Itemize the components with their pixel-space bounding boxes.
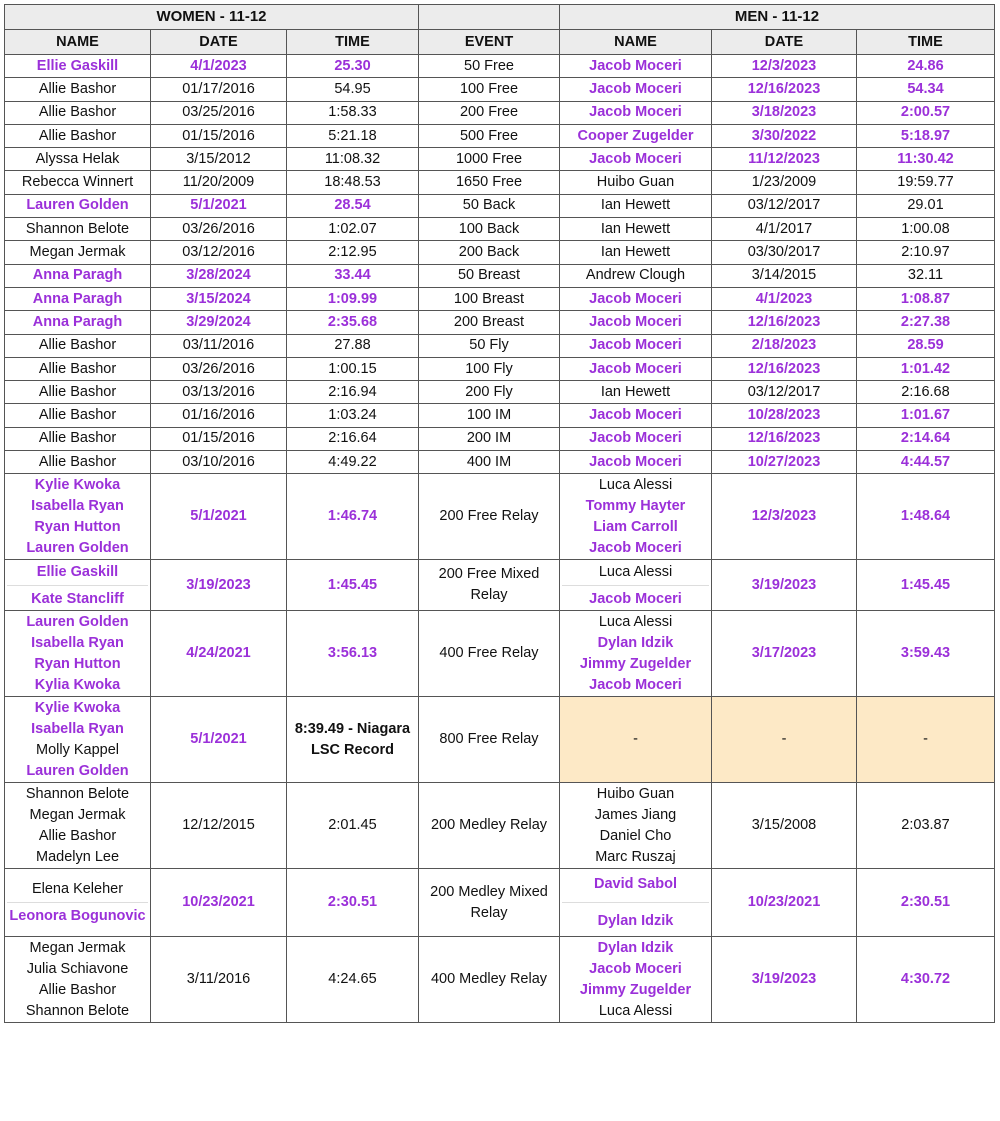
men-relay-time: 3:59.43: [857, 611, 995, 697]
men-relay-date: -: [712, 697, 857, 783]
relay-swimmer: Marc Ruszaj: [595, 848, 676, 865]
relay-swimmer: Allie Bashor: [38, 981, 117, 998]
men-time: 24.86: [857, 55, 995, 78]
men-relay-names: [560, 474, 712, 560]
women-relay-time: 2:01.45: [287, 783, 419, 869]
men-name: Huibo Guan: [560, 171, 712, 194]
relay-swimmer: Isabella Ryan: [31, 497, 124, 514]
women-relay-names: [5, 560, 151, 611]
relay-swimmer: Dylan Idzik: [597, 634, 674, 651]
women-relay-date: 3/11/2016: [151, 937, 287, 1023]
men-time: 19:59.77: [857, 171, 995, 194]
cell-divider: [7, 902, 148, 903]
women-time: 11:08.32: [287, 148, 419, 171]
event-name: 100 Fly: [419, 357, 560, 380]
event-row: [5, 404, 995, 427]
women-relay-names: [5, 474, 151, 560]
women-relay-time: 1:45.45: [287, 560, 419, 611]
event-name: 500 Free: [419, 124, 560, 147]
event-name: 1650 Free: [419, 171, 560, 194]
relay-swimmer: Shannon Belote: [25, 1002, 130, 1019]
event-row: [5, 78, 995, 101]
women-name: Megan Jermak: [5, 241, 151, 264]
men-group-header: MEN - 11-12: [560, 5, 995, 30]
relay-swimmer: Luca Alessi: [598, 563, 673, 580]
men-name: Jacob Moceri: [560, 148, 712, 171]
men-time: 2:10.97: [857, 241, 995, 264]
men-date: 1/23/2009: [712, 171, 857, 194]
women-time: 2:16.94: [287, 381, 419, 404]
men-relay-date: 10/23/2021: [712, 869, 857, 937]
women-date: 03/12/2016: [151, 241, 287, 264]
cell-divider: [7, 585, 148, 586]
event-name: 50 Breast: [419, 264, 560, 287]
women-name-header: NAME: [5, 30, 151, 55]
relay-swimmer: Leonora Bogunovic: [9, 908, 146, 925]
relay-rows: [5, 474, 995, 1023]
women-group-header: WOMEN - 11-12: [5, 5, 419, 30]
relay-swimmer: Ellie Gaskill: [36, 563, 119, 580]
men-name: Cooper Zugelder: [560, 124, 712, 147]
men-relay-names: [560, 937, 712, 1023]
women-time: 4:49.22: [287, 451, 419, 474]
event-name: 100 Free: [419, 78, 560, 101]
men-time: 1:01.67: [857, 404, 995, 427]
event-row: [5, 334, 995, 357]
event-name: 200 Back: [419, 241, 560, 264]
men-date: 4/1/2023: [712, 287, 857, 310]
men-name: Andrew Clough: [560, 264, 712, 287]
men-date: 03/12/2017: [712, 381, 857, 404]
men-relay-names: -: [560, 697, 712, 783]
men-name: Jacob Moceri: [560, 404, 712, 427]
men-relay-names: [560, 560, 712, 611]
women-relay-date: 10/23/2021: [151, 869, 287, 937]
relay-swimmer: Daniel Cho: [599, 827, 672, 844]
men-time: 54.34: [857, 78, 995, 101]
relay-swimmer: Ryan Hutton: [34, 655, 121, 672]
women-date: 5/1/2021: [151, 194, 287, 217]
men-relay-date: 3/15/2008: [712, 783, 857, 869]
relay-swimmer: Lauren Golden: [26, 539, 129, 556]
women-name: Shannon Belote: [5, 218, 151, 241]
women-name: Lauren Golden: [5, 194, 151, 217]
event-row: [5, 101, 995, 124]
event-row: [5, 124, 995, 147]
men-date: 2/18/2023: [712, 334, 857, 357]
women-name: Anna Paragh: [5, 287, 151, 310]
event-row: [5, 148, 995, 171]
women-relay-names: [5, 611, 151, 697]
men-relay-names: [560, 611, 712, 697]
women-time: 2:16.64: [287, 427, 419, 450]
relay-swimmer: Luca Alessi: [598, 613, 673, 630]
event-row: [5, 241, 995, 264]
men-time: 1:08.87: [857, 287, 995, 310]
event-name: 400 IM: [419, 451, 560, 474]
women-date: 03/26/2016: [151, 218, 287, 241]
women-name: Allie Bashor: [5, 334, 151, 357]
women-date: 3/15/2012: [151, 148, 287, 171]
women-time: 54.95: [287, 78, 419, 101]
relay-swimmer: Jimmy Zugelder: [579, 981, 692, 998]
women-name: Allie Bashor: [5, 427, 151, 450]
men-name: Jacob Moceri: [560, 311, 712, 334]
women-name: Allie Bashor: [5, 124, 151, 147]
relay-swimmer: Jacob Moceri: [589, 539, 682, 556]
women-relay-date: 3/19/2023: [151, 560, 287, 611]
event-row: [5, 55, 995, 78]
relay-swimmer: Jacob Moceri: [589, 960, 682, 977]
women-name: Allie Bashor: [5, 404, 151, 427]
women-relay-time: 1:46.74: [287, 474, 419, 560]
men-date: 3/30/2022: [712, 124, 857, 147]
event-name: 50 Back: [419, 194, 560, 217]
men-time: 28.59: [857, 334, 995, 357]
cell-divider: [562, 585, 709, 586]
women-date: 01/15/2016: [151, 124, 287, 147]
men-date: 03/30/2017: [712, 241, 857, 264]
relay-row-400-free: [5, 611, 995, 697]
relay-swimmer: David Sabol: [594, 876, 677, 893]
women-date-header: DATE: [151, 30, 287, 55]
men-date: 10/28/2023: [712, 404, 857, 427]
men-time: 29.01: [857, 194, 995, 217]
women-time: 27.88: [287, 334, 419, 357]
men-time: 2:00.57: [857, 101, 995, 124]
women-relay-time: 2:30.51: [287, 869, 419, 937]
women-relay-names: [5, 937, 151, 1023]
women-date: 01/16/2016: [151, 404, 287, 427]
men-name-header: NAME: [560, 30, 712, 55]
event-name: 200 Fly: [419, 381, 560, 404]
event-name: 50 Free: [419, 55, 560, 78]
event-row: [5, 451, 995, 474]
relay-event: 200 Medley Relay: [419, 783, 560, 869]
women-time: 1:09.99: [287, 287, 419, 310]
men-name: Jacob Moceri: [560, 78, 712, 101]
relay-event: 200 Free Mixed Relay: [419, 560, 560, 611]
relay-event: 200 Medley Mixed Relay: [419, 869, 560, 937]
women-date: 3/29/2024: [151, 311, 287, 334]
men-time: 32.11: [857, 264, 995, 287]
group-header-row: [5, 5, 995, 30]
women-date: 3/15/2024: [151, 287, 287, 310]
relay-event: 800 Free Relay: [419, 697, 560, 783]
women-time: 2:12.95: [287, 241, 419, 264]
cell-divider: [562, 902, 709, 903]
event-name: 100 IM: [419, 404, 560, 427]
event-name: 1000 Free: [419, 148, 560, 171]
relay-event: 400 Medley Relay: [419, 937, 560, 1023]
event-row: [5, 427, 995, 450]
women-relay-names: [5, 869, 151, 937]
men-name: Jacob Moceri: [560, 451, 712, 474]
event-row: [5, 171, 995, 194]
men-date: 10/27/2023: [712, 451, 857, 474]
relay-swimmer: James Jiang: [594, 806, 677, 823]
women-time: 1:00.15: [287, 357, 419, 380]
women-relay-time: 3:56.13: [287, 611, 419, 697]
relay-swimmer: Liam Carroll: [593, 518, 678, 535]
relay-swimmer: Isabella Ryan: [31, 720, 124, 737]
women-time: 28.54: [287, 194, 419, 217]
event-row: [5, 311, 995, 334]
relay-swimmer: Jimmy Zugelder: [579, 655, 692, 672]
relay-row-400-medley: [5, 937, 995, 1023]
men-date: 3/18/2023: [712, 101, 857, 124]
women-time: 25.30: [287, 55, 419, 78]
women-date: 03/26/2016: [151, 357, 287, 380]
relay-swimmer: Megan Jermak: [29, 939, 126, 956]
women-date: 03/13/2016: [151, 381, 287, 404]
women-date: 01/17/2016: [151, 78, 287, 101]
event-name: 100 Back: [419, 218, 560, 241]
women-name: Allie Bashor: [5, 101, 151, 124]
relay-swimmer: Kylie Kwoka: [34, 699, 121, 716]
women-relay-date: 4/24/2021: [151, 611, 287, 697]
relay-swimmer: Lauren Golden: [26, 762, 129, 779]
men-date: 12/16/2023: [712, 311, 857, 334]
women-name: Ellie Gaskill: [5, 55, 151, 78]
relay-event: 200 Free Relay: [419, 474, 560, 560]
relay-swimmer: Lauren Golden: [26, 613, 129, 630]
men-time: 5:18.97: [857, 124, 995, 147]
men-date: 3/14/2015: [712, 264, 857, 287]
records-table: [4, 4, 995, 1023]
event-name: 200 Breast: [419, 311, 560, 334]
relay-swimmer: Dylan Idzik: [597, 939, 674, 956]
men-name: Jacob Moceri: [560, 55, 712, 78]
relay-swimmer: Jacob Moceri: [589, 676, 682, 693]
event-name: 100 Breast: [419, 287, 560, 310]
men-date: 12/3/2023: [712, 55, 857, 78]
relay-swimmer: Shannon Belote: [25, 785, 130, 802]
men-relay-time: 2:03.87: [857, 783, 995, 869]
event-name: 200 Free: [419, 101, 560, 124]
women-name: Alyssa Helak: [5, 148, 151, 171]
women-relay-date: 12/12/2015: [151, 783, 287, 869]
women-date: 4/1/2023: [151, 55, 287, 78]
men-time: 2:14.64: [857, 427, 995, 450]
relay-row-200-medley-mixed: [5, 869, 995, 937]
relay-swimmer: Luca Alessi: [598, 1002, 673, 1019]
women-relay-names: [5, 697, 151, 783]
relay-row-800-free: [5, 697, 995, 783]
women-relay-date: 5/1/2021: [151, 474, 287, 560]
women-date: 03/25/2016: [151, 101, 287, 124]
men-date: 12/16/2023: [712, 357, 857, 380]
relay-event: 400 Free Relay: [419, 611, 560, 697]
men-time: 11:30.42: [857, 148, 995, 171]
men-relay-date: 3/19/2023: [712, 937, 857, 1023]
men-relay-names: [560, 869, 712, 937]
men-time: 2:16.68: [857, 381, 995, 404]
event-row: [5, 218, 995, 241]
relay-swimmer: Dylan Idzik: [597, 913, 674, 930]
relay-swimmer: Huibo Guan: [596, 785, 675, 802]
women-name: Allie Bashor: [5, 78, 151, 101]
relay-row-200-free-mixed: [5, 560, 995, 611]
men-relay-time: -: [857, 697, 995, 783]
relay-swimmer: Allie Bashor: [38, 827, 117, 844]
women-relay-names: [5, 783, 151, 869]
women-relay-date: 5/1/2021: [151, 697, 287, 783]
event-header: EVENT: [419, 30, 560, 55]
men-time: 4:44.57: [857, 451, 995, 474]
relay-swimmer: Megan Jermak: [29, 806, 126, 823]
women-time: 33.44: [287, 264, 419, 287]
women-time: 1:58.33: [287, 101, 419, 124]
women-name: Anna Paragh: [5, 311, 151, 334]
women-name: Rebecca Winnert: [5, 171, 151, 194]
relay-swimmer: Julia Schiavone: [26, 960, 129, 977]
men-name: Ian Hewett: [560, 381, 712, 404]
women-relay-time: [287, 697, 419, 783]
men-name: Ian Hewett: [560, 241, 712, 264]
men-time: 2:27.38: [857, 311, 995, 334]
men-relay-date: 12/3/2023: [712, 474, 857, 560]
event-row: [5, 194, 995, 217]
records-table-body: [5, 5, 995, 474]
women-name: Allie Bashor: [5, 381, 151, 404]
relay-swimmer: Ryan Hutton: [34, 518, 121, 535]
women-date: 03/11/2016: [151, 334, 287, 357]
column-header-row: [5, 30, 995, 55]
men-date: 12/16/2023: [712, 427, 857, 450]
women-time: 1:02.07: [287, 218, 419, 241]
men-relay-names: [560, 783, 712, 869]
women-time: 1:03.24: [287, 404, 419, 427]
men-name: Jacob Moceri: [560, 427, 712, 450]
relay-swimmer: Isabella Ryan: [31, 634, 124, 651]
women-name: Allie Bashor: [5, 357, 151, 380]
relay-swimmer: Tommy Hayter: [585, 497, 686, 514]
event-name: 200 IM: [419, 427, 560, 450]
women-time-header: TIME: [287, 30, 419, 55]
men-date: 12/16/2023: [712, 78, 857, 101]
relay-swimmer: Kylia Kwoka: [34, 676, 121, 693]
men-date: 11/12/2023: [712, 148, 857, 171]
event-row: [5, 264, 995, 287]
men-relay-time: 1:48.64: [857, 474, 995, 560]
men-name: Jacob Moceri: [560, 287, 712, 310]
men-relay-time: 1:45.45: [857, 560, 995, 611]
relay-swimmer: Luca Alessi: [598, 476, 673, 493]
women-date: 01/15/2016: [151, 427, 287, 450]
women-date: 03/10/2016: [151, 451, 287, 474]
men-date-header: DATE: [712, 30, 857, 55]
relay-swimmer: Kylie Kwoka: [34, 476, 121, 493]
record-note: LSC Record: [311, 741, 394, 758]
women-time: 2:35.68: [287, 311, 419, 334]
men-relay-time: 4:30.72: [857, 937, 995, 1023]
men-name: Jacob Moceri: [560, 334, 712, 357]
relay-row-200-free: [5, 474, 995, 560]
event-group-header-blank: [419, 5, 560, 30]
men-time: 1:01.42: [857, 357, 995, 380]
men-date: 03/12/2017: [712, 194, 857, 217]
women-time: 18:48.53: [287, 171, 419, 194]
men-time-header: TIME: [857, 30, 995, 55]
relay-swimmer: Molly Kappel: [35, 741, 119, 758]
men-name: Ian Hewett: [560, 194, 712, 217]
women-relay-time: 4:24.65: [287, 937, 419, 1023]
record-time: 8:39.49 - Niagara: [294, 720, 411, 737]
relay-swimmer: Elena Keleher: [31, 881, 124, 898]
event-name: 50 Fly: [419, 334, 560, 357]
event-row: [5, 287, 995, 310]
women-date: 3/28/2024: [151, 264, 287, 287]
relay-swimmer: Kate Stancliff: [31, 590, 124, 607]
women-name: Allie Bashor: [5, 451, 151, 474]
relay-swimmer: Madelyn Lee: [35, 848, 120, 865]
relay-row-200-medley: [5, 783, 995, 869]
women-date: 11/20/2009: [151, 171, 287, 194]
men-date: 4/1/2017: [712, 218, 857, 241]
women-name: Anna Paragh: [5, 264, 151, 287]
event-row: [5, 357, 995, 380]
event-row: [5, 381, 995, 404]
relay-swimmer: Jacob Moceri: [589, 590, 682, 607]
men-time: 1:00.08: [857, 218, 995, 241]
men-name: Jacob Moceri: [560, 101, 712, 124]
men-name: Jacob Moceri: [560, 357, 712, 380]
men-relay-date: 3/17/2023: [712, 611, 857, 697]
men-relay-date: 3/19/2023: [712, 560, 857, 611]
women-time: 5:21.18: [287, 124, 419, 147]
men-name: Ian Hewett: [560, 218, 712, 241]
men-relay-time: 2:30.51: [857, 869, 995, 937]
